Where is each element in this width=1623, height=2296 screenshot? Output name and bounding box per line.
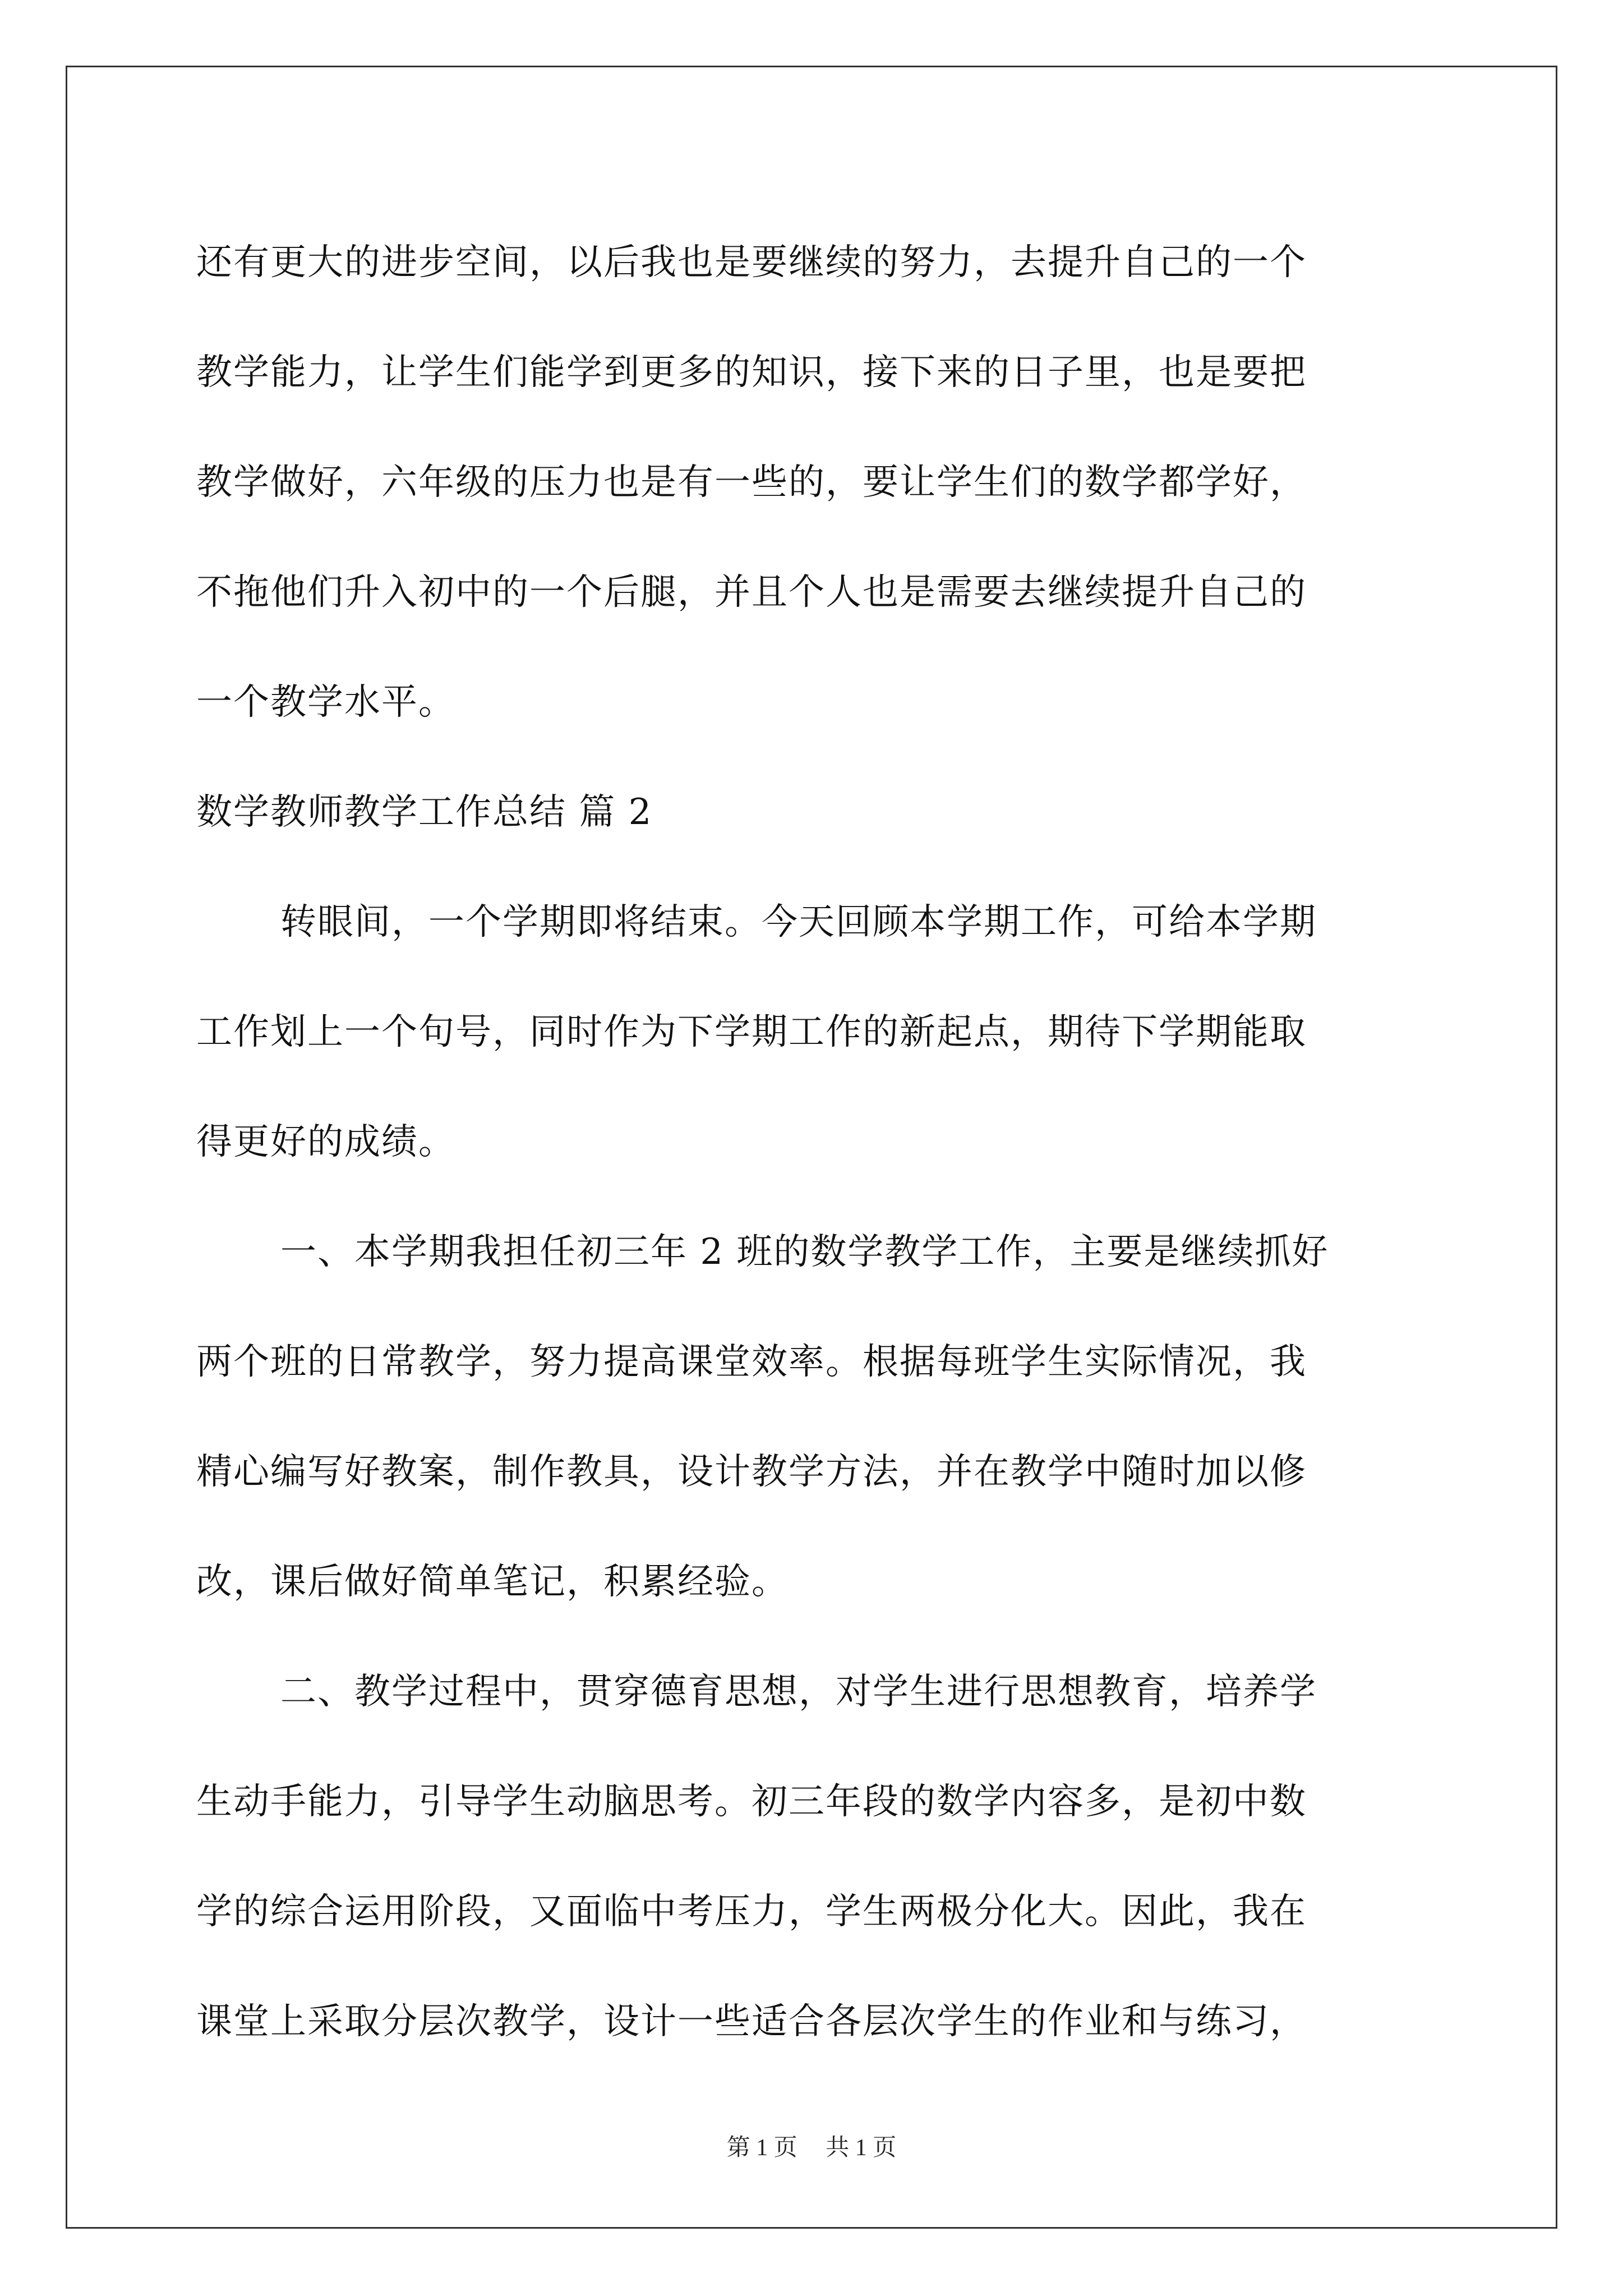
- paragraph-line: 教学做好，六年级的压力也是有一些的，要让学生们的数学都学好，: [196, 462, 1307, 503]
- paragraph-line: 还有更大的进步空间，以后我也是要继续的努力，去提升自己的一个: [196, 242, 1307, 283]
- paragraph-line: 学的综合运用阶段，又面临中考压力，学生两极分化大。因此，我在: [196, 1891, 1307, 1932]
- paragraph-line: 精心编写好教案，制作教具，设计教学方法，并在教学中随时加以修: [196, 1451, 1307, 1493]
- paragraph-line: 生动手能力，引导学生动脑思考。初三年段的数学内容多，是初中数: [196, 1781, 1307, 1823]
- page-number-total: 共 1 页: [826, 2135, 897, 2161]
- paragraph-line: 一、本学期我担任初三年 2 班的数学教学工作，主要是继续抓好: [280, 1231, 1329, 1273]
- paragraph-line: 一个教学水平。: [196, 682, 455, 723]
- paragraph-line: 课堂上采取分层次教学，设计一些适合各层次学生的作业和与练习，: [196, 2001, 1307, 2042]
- paragraph-line: 得更好的成绩。: [196, 1121, 455, 1163]
- page-footer: [0, 2129, 1623, 2162]
- page-number-current: 第 1 页: [726, 2135, 797, 2161]
- paragraph-line: 不拖他们升入初中的一个后腿，并且个人也是需要去继续提升自己的: [196, 572, 1307, 613]
- paragraph-line: 教学能力，让学生们能学到更多的知识，接下来的日子里，也是要把: [196, 352, 1307, 393]
- paragraph-line: 二、教学过程中，贯穿德育思想，对学生进行思想教育，培养学: [280, 1671, 1317, 1713]
- paragraph-line: 工作划上一个句号，同时作为下学期工作的新起点，期待下学期能取: [196, 1011, 1307, 1053]
- section-heading: 数学教师教学工作总结 篇 2: [196, 792, 653, 833]
- paragraph-line: 两个班的日常教学，努力提高课堂效率。根据每班学生实际情况，我: [196, 1341, 1307, 1383]
- paragraph-line: 改，课后做好简单笔记，积累经验。: [196, 1561, 789, 1603]
- paragraph-line: 转眼间，一个学期即将结束。今天回顾本学期工作，可给本学期: [280, 901, 1317, 943]
- document-body: [196, 208, 1419, 2077]
